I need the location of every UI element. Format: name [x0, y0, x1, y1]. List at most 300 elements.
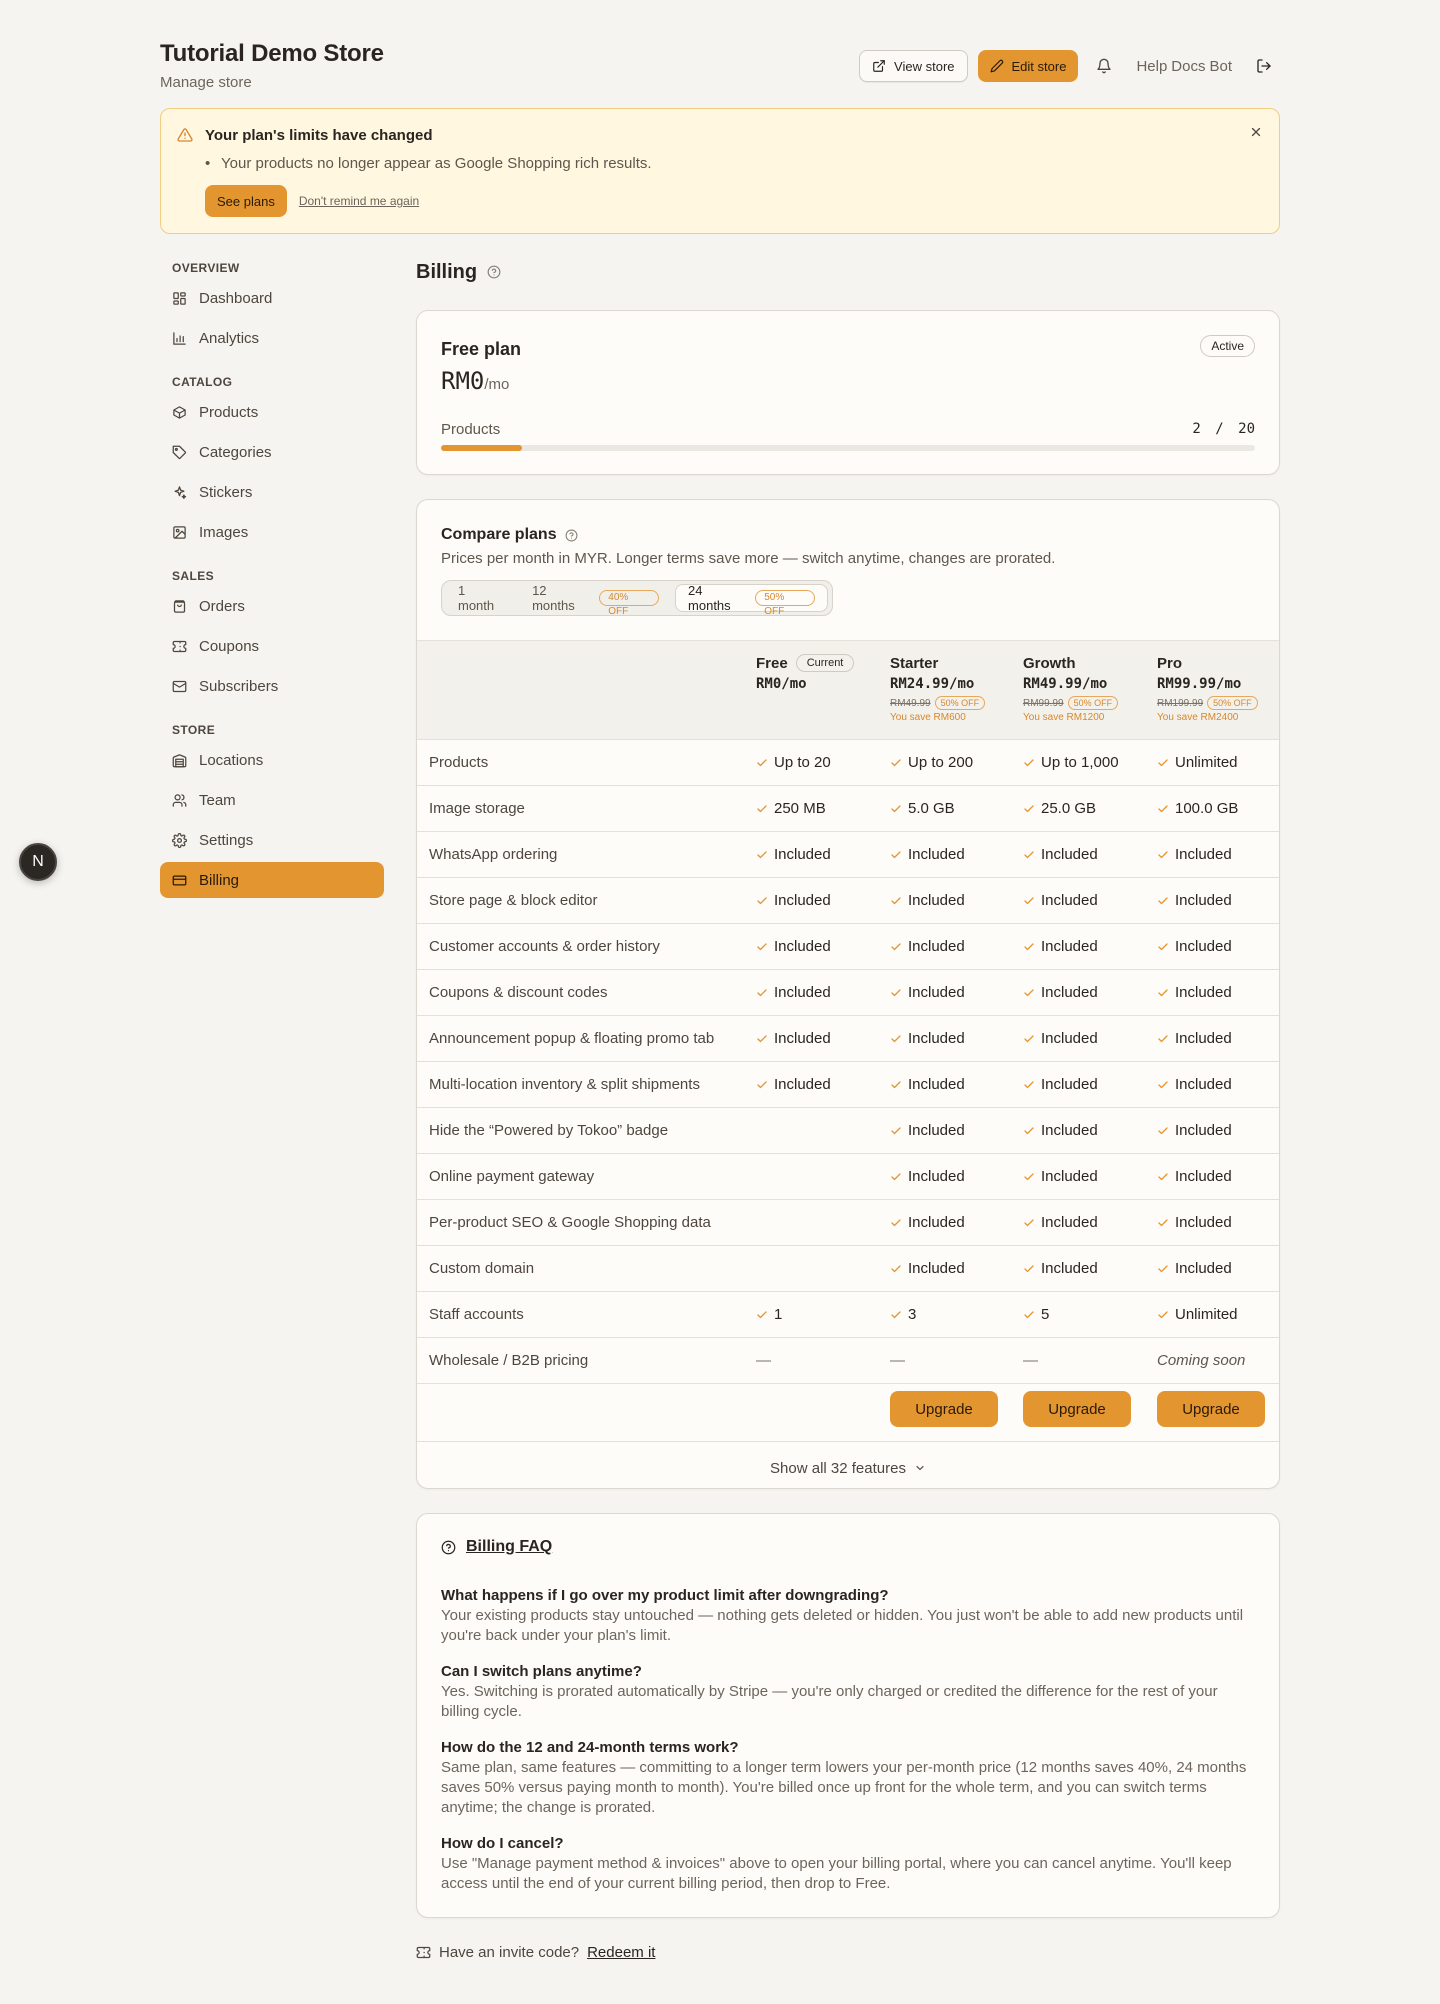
check-icon — [890, 1033, 902, 1045]
plan-price-amount: RM49.99 — [1023, 676, 1083, 692]
check-icon — [756, 941, 768, 953]
plan-original-price — [1157, 695, 1258, 711]
sidebar-item-label: Locations — [199, 751, 264, 769]
feature-cell — [1157, 1214, 1232, 1231]
current-plan-card — [416, 310, 1280, 475]
term-label: 24 months — [688, 583, 731, 613]
sidebar-section-catalog — [160, 370, 384, 550]
check-icon — [890, 895, 902, 907]
feature-label: Online payment gateway — [429, 1168, 595, 1185]
plan-price-per: /mo — [781, 676, 807, 692]
sidebar — [160, 252, 384, 912]
table-row — [417, 1108, 1279, 1154]
feature-value: Included — [774, 938, 831, 955]
pencil-icon — [990, 59, 1004, 73]
feature-value: Unlimited — [1175, 1306, 1238, 1323]
invite-text: Have an invite code? — [439, 1944, 580, 1961]
plan-original-price — [890, 695, 985, 711]
feature-value: Included — [1041, 1260, 1098, 1277]
check-icon — [1023, 803, 1035, 815]
gear-icon — [172, 833, 187, 848]
check-icon — [890, 757, 902, 769]
feature-cell — [1157, 1352, 1245, 1369]
check-icon — [1157, 757, 1169, 769]
header-actions — [859, 50, 1280, 82]
page-title-text: Billing — [416, 260, 478, 283]
faq-list — [441, 1586, 1255, 1910]
sidebar-section-title: STORE — [172, 723, 216, 737]
plan-name: Growth — [1023, 654, 1076, 672]
feature-value: Included — [1175, 1260, 1232, 1277]
feature-label: Custom domain — [429, 1260, 535, 1277]
sidebar-item-label: Products — [199, 403, 259, 421]
feature-value: — — [890, 1352, 905, 1369]
feature-value: Included — [1041, 1076, 1098, 1093]
faq-question: Can I switch plans anytime? — [441, 1663, 642, 1680]
plan-column-name — [890, 653, 985, 673]
sidebar-item-team[interactable] — [160, 782, 384, 818]
sidebar-item-locations[interactable] — [160, 742, 384, 778]
sidebar-item-billing[interactable] — [160, 862, 384, 898]
discount-badge: 50% OFF — [755, 590, 815, 606]
feature-cell — [1157, 938, 1232, 955]
plan-price — [890, 676, 985, 692]
sidebar-section-title: SALES — [172, 569, 215, 583]
feature-cell — [890, 1076, 965, 1093]
plan-price — [1157, 676, 1258, 692]
check-icon — [756, 987, 768, 999]
upgrade-row — [417, 1380, 1279, 1442]
feature-cell — [1023, 1260, 1098, 1277]
faq-answer: Yes. Switching is prorated automatically by Stripe — you're only charged or credited the difference for the rest of your billing cycle. — [441, 1683, 1218, 1720]
bot-link[interactable]: Bot — [1209, 57, 1232, 75]
dev-tools-badge[interactable]: N — [19, 843, 57, 881]
check-icon — [756, 849, 768, 861]
feature-value: 250 MB — [774, 800, 826, 817]
feature-value: Included — [908, 1214, 965, 1231]
feature-value: Included — [1175, 892, 1232, 909]
plan-price — [441, 367, 509, 395]
feature-value: — — [756, 1352, 771, 1369]
check-icon — [1157, 803, 1169, 815]
feature-cell — [1023, 1122, 1098, 1139]
savings-text: You save RM2400 — [1157, 712, 1239, 723]
plan-column-starter — [890, 653, 985, 723]
plan-column-growth — [1023, 653, 1118, 723]
sidebar-section-store — [160, 718, 384, 898]
feature-value: 5.0 GB — [908, 800, 955, 817]
chevron-down-icon — [914, 1462, 926, 1474]
compare-title-text: Compare plans — [441, 526, 557, 543]
help-link[interactable]: Help — [1136, 57, 1168, 75]
term-toggle — [441, 580, 833, 616]
check-icon — [890, 803, 902, 815]
feature-cell — [890, 1168, 965, 1185]
faq-question: What happens if I go over my product limit after downgrading? — [441, 1587, 889, 1604]
feature-cell — [1157, 1168, 1232, 1185]
feature-value: Included — [1175, 1076, 1232, 1093]
feature-cell — [756, 846, 831, 863]
plan-price-per: /mo — [949, 676, 975, 692]
store-title: Tutorial Demo Store — [160, 40, 384, 67]
feature-label: WhatsApp ordering — [429, 846, 558, 863]
feature-value: Coming soon — [1157, 1352, 1246, 1369]
feature-value: — — [1023, 1352, 1038, 1369]
logout-button[interactable] — [1248, 50, 1280, 82]
table-row — [417, 924, 1279, 970]
upgrade-pro-button[interactable]: Upgrade — [1157, 1391, 1265, 1427]
feature-cell — [890, 1122, 965, 1139]
sidebar-item-categories[interactable] — [160, 434, 384, 470]
check-icon — [1023, 1033, 1035, 1045]
faq-item — [441, 1738, 1255, 1818]
feature-cell — [756, 800, 826, 817]
edit-store-button[interactable] — [978, 50, 1079, 82]
feature-cell — [1023, 938, 1098, 955]
faq-item — [441, 1662, 1255, 1722]
see-plans-button[interactable]: See plans — [205, 185, 287, 217]
plan-name: Free plan — [441, 339, 522, 359]
feature-cell — [890, 892, 965, 909]
feature-cell — [1023, 1030, 1098, 1047]
term-1-month[interactable] — [446, 584, 516, 612]
feature-value: 25.0 GB — [1041, 800, 1097, 817]
faq-question: How do the 12 and 24-month terms work? — [441, 1739, 739, 1756]
check-icon — [756, 803, 768, 815]
feature-value: Included — [1041, 938, 1098, 955]
help-circle-icon[interactable] — [565, 529, 578, 542]
help-circle-icon[interactable] — [487, 265, 501, 279]
sidebar-item-label: Categories — [199, 443, 272, 461]
feature-value: Included — [774, 846, 831, 863]
check-icon — [1157, 1309, 1169, 1321]
feature-value: Included — [774, 1076, 831, 1093]
edit-store-label: Edit store — [1011, 58, 1067, 74]
bar-chart-icon — [172, 331, 187, 346]
usage-progress-fill — [441, 445, 522, 451]
docs-link[interactable]: Docs — [1171, 57, 1206, 75]
feature-cell — [890, 1030, 965, 1047]
box-icon — [172, 405, 187, 420]
check-icon — [1023, 895, 1035, 907]
usage-label: Products — [441, 421, 501, 438]
sidebar-item-label: Dashboard — [199, 289, 273, 307]
feature-value: Included — [908, 984, 965, 1001]
faq-item — [441, 1586, 1255, 1646]
feature-value: Unlimited — [1175, 754, 1238, 771]
faq-question: How do I cancel? — [441, 1835, 564, 1852]
feature-cell — [756, 938, 831, 955]
plan-price-per: /mo — [484, 376, 510, 393]
close-icon[interactable] — [1249, 125, 1263, 139]
feature-value: Included — [1041, 892, 1098, 909]
sidebar-section-title: OVERVIEW — [172, 261, 240, 275]
feature-label: Store page & block editor — [429, 892, 598, 909]
savings-text: You save RM600 — [890, 712, 966, 723]
check-icon — [1023, 757, 1035, 769]
feature-value: Included — [774, 892, 831, 909]
table-row — [417, 970, 1279, 1016]
feature-cell — [890, 754, 973, 771]
feature-cell — [1023, 1214, 1098, 1231]
plan-name: Free — [756, 654, 788, 672]
faq-answer: Your existing products stay untouched — nothing gets deleted or hidden. You just won't be able to add new products until you're back under your plan's limit. — [441, 1607, 1244, 1644]
feature-value: Included — [1041, 1214, 1098, 1231]
table-row — [417, 1246, 1279, 1292]
sidebar-item-products[interactable] — [160, 394, 384, 430]
feature-value: Up to 20 — [774, 754, 831, 771]
usage-value — [1192, 421, 1255, 437]
feature-value: Up to 1,000 — [1041, 754, 1119, 771]
feature-cell — [890, 938, 965, 955]
feature-value: Included — [1175, 984, 1232, 1001]
feature-label: Hide the “Powered by Tokoo” badge — [429, 1122, 669, 1139]
usage-used: 2 — [1192, 421, 1201, 437]
feature-value: Included — [1041, 1168, 1098, 1185]
help-links — [1130, 58, 1238, 75]
term-label: 1 month — [458, 583, 495, 613]
table-row — [417, 1200, 1279, 1246]
term-12-months[interactable] — [520, 583, 671, 617]
feature-cell — [890, 1214, 965, 1231]
feature-value: 5 — [1041, 1306, 1050, 1323]
discount-badge: 40% OFF — [599, 590, 659, 606]
dont-remind-link[interactable]: Don't remind me again — [298, 194, 420, 208]
faq-title — [441, 1538, 552, 1556]
plan-price-amount: RM99.99 — [1157, 676, 1217, 692]
feature-cell — [890, 984, 965, 1001]
discount-badge: 50% OFF — [935, 696, 986, 710]
feature-value: Included — [1175, 846, 1232, 863]
sidebar-item-images[interactable] — [160, 514, 384, 550]
image-icon — [172, 525, 187, 540]
check-icon — [1023, 849, 1035, 861]
billing-faq-card — [416, 1513, 1280, 1918]
original-price: RM99.99 — [1023, 697, 1064, 709]
feature-cell — [1157, 1076, 1232, 1093]
table-row — [417, 740, 1279, 786]
show-all-features-button[interactable] — [417, 1446, 1279, 1489]
table-row — [417, 1154, 1279, 1200]
shopping-bag-icon — [172, 599, 187, 614]
feature-value: Included — [1041, 846, 1098, 863]
store-subtitle: Manage store — [160, 74, 252, 91]
external-link-icon — [872, 59, 886, 73]
plan-original-price — [1023, 695, 1118, 711]
feature-cell — [1023, 1168, 1098, 1185]
feature-cell — [1157, 1030, 1232, 1047]
credit-card-icon — [172, 873, 187, 888]
feature-value: 1 — [774, 1306, 783, 1323]
feature-value: Included — [1175, 1030, 1232, 1047]
upgrade-growth-button[interactable]: Upgrade — [1023, 1391, 1131, 1427]
plan-column-pro — [1157, 653, 1258, 723]
usage-limit: 20 — [1238, 421, 1255, 437]
check-icon — [1023, 1263, 1035, 1275]
alert-item: • Your products no longer appear as Google Shopping rich results. — [221, 155, 652, 172]
feature-cell — [756, 984, 831, 1001]
plan-column-name — [756, 653, 854, 673]
term-label: 12 months — [532, 583, 575, 613]
view-store-label: View store — [894, 58, 955, 74]
page-title — [416, 252, 1280, 292]
feature-cell — [1023, 1076, 1098, 1093]
feature-cell — [1023, 1352, 1038, 1369]
term-24-months[interactable] — [675, 583, 828, 617]
plan-price-per: /mo — [1082, 676, 1108, 692]
sidebar-item-orders[interactable] — [160, 588, 384, 624]
sidebar-item-dashboard[interactable] — [160, 280, 384, 316]
feature-label: Per-product SEO & Google Shopping data — [429, 1214, 711, 1231]
original-price: RM199.99 — [1157, 697, 1204, 709]
feature-label: Products — [429, 754, 489, 771]
feature-cell — [756, 892, 831, 909]
feature-cell — [1023, 984, 1098, 1001]
faq-item — [441, 1834, 1255, 1894]
feature-value: 3 — [908, 1306, 917, 1323]
plan-price — [1023, 676, 1118, 692]
feature-value: Included — [908, 1260, 965, 1277]
feature-value: Included — [908, 1168, 965, 1185]
sidebar-item-analytics[interactable] — [160, 320, 384, 356]
feature-value: Included — [908, 1076, 965, 1093]
sidebar-item-label: Billing — [199, 871, 240, 889]
logout-icon — [1256, 58, 1272, 74]
feature-value: Included — [1175, 1122, 1232, 1139]
sidebar-section-overview — [160, 256, 384, 356]
table-row — [417, 1016, 1279, 1062]
bell-icon — [1096, 58, 1112, 74]
feature-cell — [1157, 754, 1238, 771]
check-icon — [1023, 1217, 1035, 1229]
check-icon — [1023, 1171, 1035, 1183]
check-icon — [1157, 1263, 1169, 1275]
check-icon — [890, 987, 902, 999]
plan-price-amount: RM0 — [756, 676, 782, 692]
feature-value: Included — [1175, 938, 1232, 955]
sidebar-item-label: Images — [199, 523, 249, 541]
check-icon — [1157, 987, 1169, 999]
sparkles-icon — [172, 485, 187, 500]
check-icon — [1157, 1171, 1169, 1183]
page-header — [160, 40, 1280, 96]
feature-cell — [756, 1306, 782, 1323]
faq-answer: Same plan, same features — committing to a longer term lowers your per-month price (12 months saves 40%, 24 months saves 50% versus paying month to month). You're billed once up front for the whole term, and you can switch terms anytime; the change is prorated. — [441, 1759, 1247, 1816]
compare-plans-card — [416, 499, 1280, 1489]
redeem-link[interactable]: Redeem it — [587, 1944, 656, 1961]
feature-label: Staff accounts — [429, 1306, 524, 1323]
main-content — [416, 252, 1280, 1961]
check-icon — [756, 1309, 768, 1321]
feature-cell — [1157, 800, 1238, 817]
plan-name: Pro — [1157, 654, 1183, 672]
current-badge: Current — [796, 654, 855, 672]
feature-value: Included — [908, 892, 965, 909]
feature-cell — [1023, 892, 1098, 909]
feature-cell — [890, 1352, 905, 1369]
savings-text: You save RM1200 — [1023, 712, 1105, 723]
help-circle-icon — [441, 1540, 456, 1555]
check-icon — [1157, 941, 1169, 953]
feature-cell — [756, 1030, 831, 1047]
usage-progress-track — [441, 445, 1255, 451]
check-icon — [1157, 1217, 1169, 1229]
notifications-button[interactable] — [1088, 50, 1120, 82]
sidebar-item-settings[interactable] — [160, 822, 384, 858]
upgrade-starter-button[interactable]: Upgrade — [890, 1391, 998, 1427]
ticket-icon — [416, 1945, 431, 1960]
plan-column-free — [756, 653, 854, 692]
status-badge: Active — [1200, 335, 1255, 357]
feature-value: Up to 200 — [908, 754, 974, 771]
plan-column-name — [1157, 653, 1258, 673]
mail-icon — [172, 679, 187, 694]
warning-icon — [177, 127, 193, 143]
sidebar-section-sales — [160, 564, 384, 704]
sidebar-item-label: Coupons — [199, 637, 260, 655]
table-row — [417, 1338, 1279, 1384]
sidebar-item-label: Subscribers — [199, 677, 279, 695]
feature-value: Included — [1175, 1214, 1232, 1231]
feature-cell — [1023, 754, 1119, 771]
plan-name: Starter — [890, 654, 939, 672]
feature-cell — [1023, 1306, 1049, 1323]
alert-actions — [205, 185, 419, 217]
plan-limits-alert — [160, 108, 1280, 234]
feature-cell — [1023, 846, 1098, 863]
sidebar-item-coupons[interactable] — [160, 628, 384, 664]
sidebar-section-title: CATALOG — [172, 375, 233, 389]
check-icon — [756, 895, 768, 907]
table-row — [417, 878, 1279, 924]
check-icon — [1023, 1309, 1035, 1321]
check-icon — [890, 1309, 902, 1321]
feature-cell — [756, 1076, 831, 1093]
sidebar-item-subscribers[interactable] — [160, 668, 384, 704]
feature-label: Coupons & discount codes — [429, 984, 608, 1001]
feature-value: 100.0 GB — [1175, 800, 1239, 817]
sidebar-item-label: Orders — [199, 597, 245, 615]
check-icon — [1157, 1033, 1169, 1045]
check-icon — [1157, 1125, 1169, 1137]
sidebar-item-label: Settings — [199, 831, 254, 849]
view-store-button[interactable] — [859, 50, 967, 82]
original-price: RM49.99 — [890, 697, 931, 709]
feature-label: Customer accounts & order history — [429, 938, 660, 955]
check-icon — [890, 1079, 902, 1091]
feature-cell — [890, 846, 965, 863]
plan-price-amount: RM0 — [441, 367, 485, 395]
table-row — [417, 1062, 1279, 1108]
sidebar-item-label: Stickers — [199, 483, 253, 501]
usage-separator: / — [1215, 421, 1224, 437]
check-icon — [1157, 895, 1169, 907]
feature-cell — [1023, 800, 1096, 817]
table-row — [417, 1292, 1279, 1338]
sidebar-item-stickers[interactable] — [160, 474, 384, 510]
plan-column-name — [1023, 653, 1118, 673]
plan-price — [756, 676, 854, 692]
feature-cell — [1157, 1306, 1238, 1323]
check-icon — [890, 1125, 902, 1137]
feature-cell — [756, 754, 831, 771]
feature-value: Included — [774, 984, 831, 1001]
warehouse-icon — [172, 753, 187, 768]
check-icon — [890, 1171, 902, 1183]
check-icon — [1023, 1079, 1035, 1091]
discount-badge: 50% OFF — [1207, 696, 1258, 710]
feature-cell — [756, 1352, 771, 1369]
